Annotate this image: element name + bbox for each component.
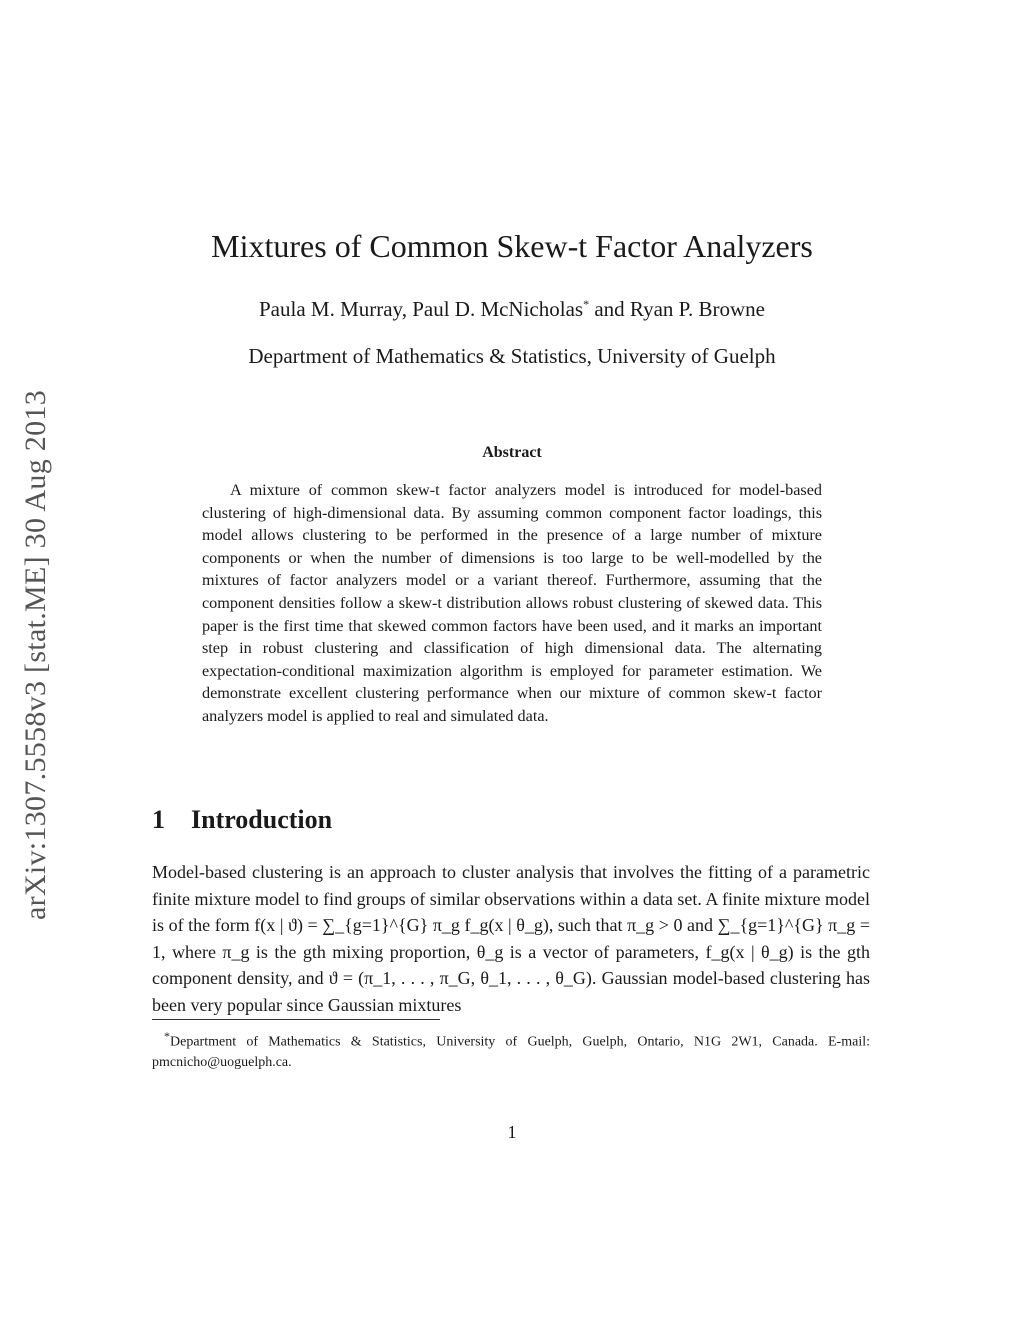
abstract-text: A mixture of common skew-t factor analyzers model is introduced for model-based clustering of high-dimensional data. By assuming common component factor loadings, this model allows clustering to be performed in the presence of a large number of mixture components or when the number of dimensions is too large to be well-modelled by the mixtures of factor analyzers model or a variant thereof. Furthermore, assuming that the component densities follow a skew-t distribution allows robust clustering of skewed data. This paper is the first time that skewed common factors have been used, and it marks an important step in robust clustering and classification of high dimensional data. The alternating expectation-conditional maximization algorithm is employed for parameter estimation. We demonstrate excellent clustering performance when our mixture of common skew-t factor analyzers model is applied to real and simulated data. [202, 481, 822, 725]
footnote [152, 1026, 870, 1073]
footnote-marker: * [164, 1029, 170, 1043]
footnote-text: Department of Mathematics & Statistics, University of Guelph, Guelph, Ontario, N1G 2W1, Canada. E-mail: pmcnicho@uoguelph.ca. [152, 1034, 870, 1070]
footnote-divider [152, 1019, 440, 1020]
section-title: Introduction [191, 805, 333, 834]
author-line [150, 297, 874, 322]
author-names: Paula M. Murray, Paul D. McNicholas [259, 297, 584, 321]
author-footnote-marker: * [583, 297, 590, 311]
arxiv-identifier: arXiv:1307.5558v3 [stat.ME] 30 Aug 2013 [19, 390, 52, 920]
author-names-last: and Ryan P. Browne [589, 297, 765, 321]
arxiv-identifier-stamp [8, 350, 64, 960]
affiliation: Department of Mathematics & Statistics, University of Guelph [248, 344, 776, 368]
section-number: 1 [152, 805, 165, 834]
abstract-heading: Abstract [482, 444, 542, 461]
paper-title: Mixtures of Common Skew-t Factor Analyzers [211, 228, 813, 264]
section-heading [152, 805, 332, 835]
page-number: 1 [507, 1122, 517, 1142]
intro-paragraph: Model-based clustering is an approach to cluster analysis that involves the fitting of a parametric finite mixture model to find groups of similar observations within a data set. A finite mixture model is of the form f(x | ϑ) = ∑_{g=1}^{G} π_g f_g(x | θ_g), such that π_g > 0 and ∑_{g=1}^{G} π_g = 1, where π_g is the gth mixing proportion, θ_g is a vector of parameters, f_g(x | θ_g) is the gth component density, and ϑ = (π_1, . . . , π_G, θ_1, . . . , θ_G). Gaussian model-based clustering has been very popular since Gaussian mixtures [152, 862, 870, 1015]
